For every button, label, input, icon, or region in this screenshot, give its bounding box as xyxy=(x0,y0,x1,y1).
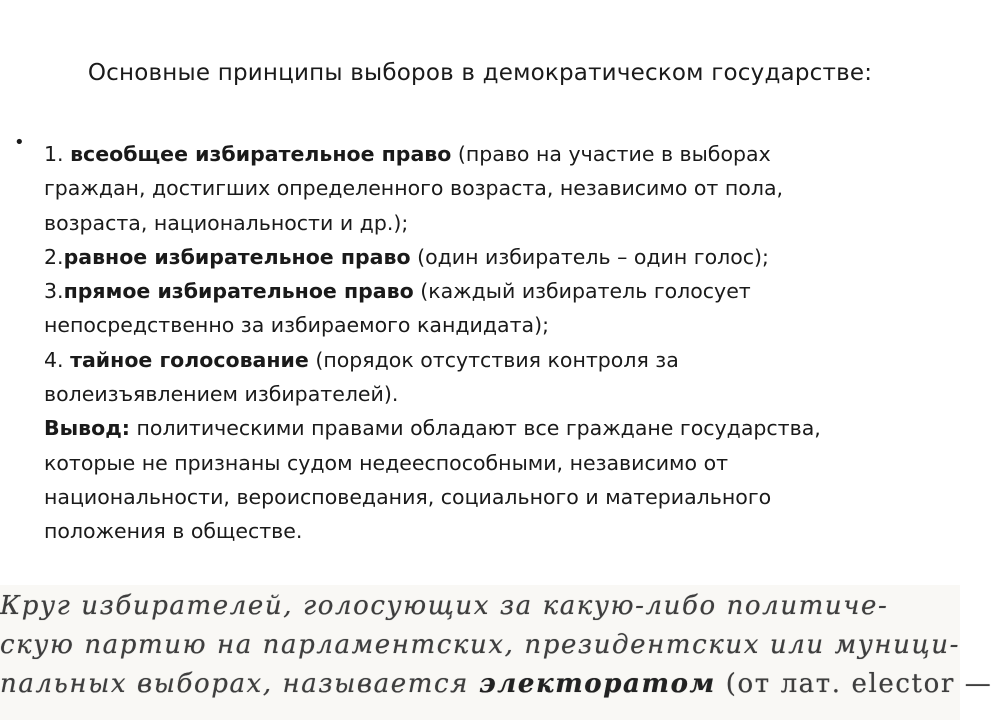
text-line: которые не признаны судом недееспособными, независимо от xyxy=(44,450,729,475)
text-line: 2.равное избирательное право (один избиратель – один голос); xyxy=(44,244,769,269)
text-line: непосредственно за избираемого кандидата); xyxy=(44,313,549,338)
text-line: 1. всеобщее избирательное право (право на участие в выборах xyxy=(44,142,771,166)
principles-text xyxy=(44,137,944,549)
scan-line: пальных выборах, называется электоратом (от лат. elector — xyxy=(0,669,992,699)
text-line: волеизъявлением избирателей). xyxy=(44,382,399,407)
slide-title: Основные принципы выборов в демократическом государстве: xyxy=(87,60,873,86)
conclusion-line: Вывод: политическими правами обладают все граждане государства, xyxy=(44,416,821,441)
bullet-marker: • xyxy=(14,132,25,153)
scanned-textbook-excerpt xyxy=(0,585,992,720)
scan-line: скую партию на парламентских, президентских или муници- xyxy=(0,630,960,660)
text-line: 3.прямое избирательное право (каждый избиратель голосует xyxy=(44,279,751,304)
text-line: национальности, вероисповедания, социального и материального xyxy=(44,484,772,509)
scan-line: Круг избирателей, голосующих за какую-либо политиче- xyxy=(0,591,889,621)
text-line: возраста, национальности и др.); xyxy=(44,210,409,235)
electorate-term: электоратом xyxy=(478,669,716,699)
text-line: граждан, достигших определенного возраста, независимо от пола, xyxy=(44,176,784,201)
text-line: 4. тайное голосование (порядок отсутствия контроля за xyxy=(44,347,679,372)
text-line: положения в обществе. xyxy=(44,519,303,544)
